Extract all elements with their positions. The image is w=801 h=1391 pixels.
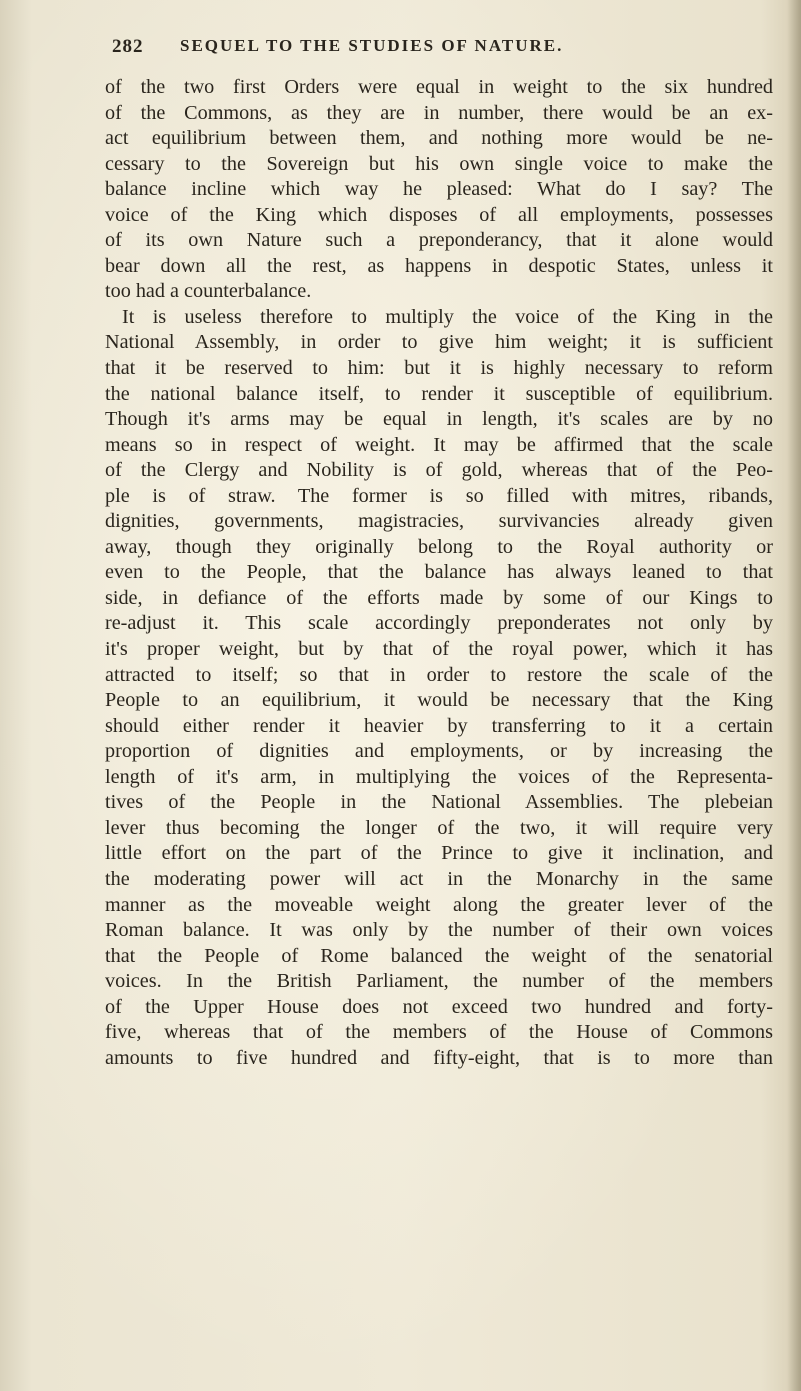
text-line: cessary to the Sovereign but his own single voice to make the — [105, 152, 773, 175]
text-line: it's proper weight, but by that of the royal power, which it has — [105, 638, 773, 661]
text-line: voice of the King which disposes of all employments, possesses — [105, 203, 773, 226]
text-line: too had a counterbalance. — [105, 280, 312, 303]
text-line: of the two first Orders were equal in weight to the six hundred — [105, 76, 773, 98]
page-edge-shadow — [787, 0, 801, 1391]
text-line: tives of the People in the National Assemblies. The plebeian — [105, 791, 773, 814]
text-line: manner as the moveable weight along the greater lever of the — [105, 893, 773, 916]
text-line: dignities, governments, magistracies, survivancies already given — [105, 510, 773, 533]
text-line: length of it's arm, in multiplying the voices of the Representa- — [105, 765, 773, 788]
text-line: five, whereas that of the members of the House of Commons — [105, 1021, 773, 1044]
text-line: Roman balance. It was only by the number of their own voices — [105, 919, 773, 942]
page-number: 282 — [112, 36, 144, 57]
text-line: balance incline which way he pleased: What do I say? The — [105, 178, 773, 201]
text-line: ple is of straw. The former is so filled with mitres, ribands, — [105, 484, 773, 507]
text-line: People to an equilibrium, it would be necessary that the King — [105, 689, 773, 712]
text-line: that the People of Rome balanced the weight of the senatorial — [105, 944, 773, 967]
text-line: lever thus becoming the longer of the two, it will require very — [105, 816, 773, 839]
text-line: of the Upper House does not exceed two hundred and forty- — [105, 995, 773, 1018]
text-line: bear down all the rest, as happens in despotic States, unless it — [105, 254, 773, 277]
text-line: the moderating power will act in the Monarchy in the same — [105, 867, 773, 890]
text-line: side, in defiance of the efforts made by some of our Kings to — [105, 586, 773, 609]
text-line: act equilibrium between them, and nothing more would be ne- — [105, 127, 773, 150]
text-line: means so in respect of weight. It may be affirmed that the scale — [105, 433, 773, 456]
body-text — [105, 75, 773, 1071]
text-line: little effort on the part of the Prince to give it inclination, and — [105, 842, 773, 865]
text-line: of the Commons, as they are in number, there would be an ex- — [105, 101, 773, 124]
text-line: of the Clergy and Nobility is of gold, whereas that of the Peo- — [105, 459, 773, 482]
running-head — [112, 36, 632, 62]
text-line: re-adjust it. This scale accordingly preponderates not only by — [105, 612, 773, 635]
text-line: It is useless therefore to multiply the voice of the King in the — [122, 305, 773, 328]
text-line: voices. In the British Parliament, the number of the members — [105, 970, 773, 993]
text-line: proportion of dignities and employments, or by increasing the — [105, 740, 773, 763]
text-line: should either render it heavier by transferring to it a certain — [105, 714, 773, 737]
text-line: even to the People, that the balance has always leaned to that — [105, 561, 773, 584]
text-line: that it be reserved to him: but it is highly necessary to reform — [105, 357, 773, 380]
text-line: of its own Nature such a preponderancy, that it alone would — [105, 229, 773, 252]
text-line: away, though they originally belong to the Royal authority or — [105, 535, 773, 558]
running-title: SEQUEL TO THE STUDIES OF NATURE. — [180, 36, 564, 55]
text-line: amounts to five hundred and fifty-eight, that is to more than — [105, 1046, 773, 1069]
text-line: the national balance itself, to render it susceptible of equilibrium. — [105, 382, 773, 405]
text-line: Though it's arms may be equal in length, it's scales are by no — [105, 408, 773, 431]
text-line: attracted to itself; so that in order to restore the scale of the — [105, 663, 773, 686]
text-line: National Assembly, in order to give him weight; it is sufficient — [105, 331, 773, 354]
